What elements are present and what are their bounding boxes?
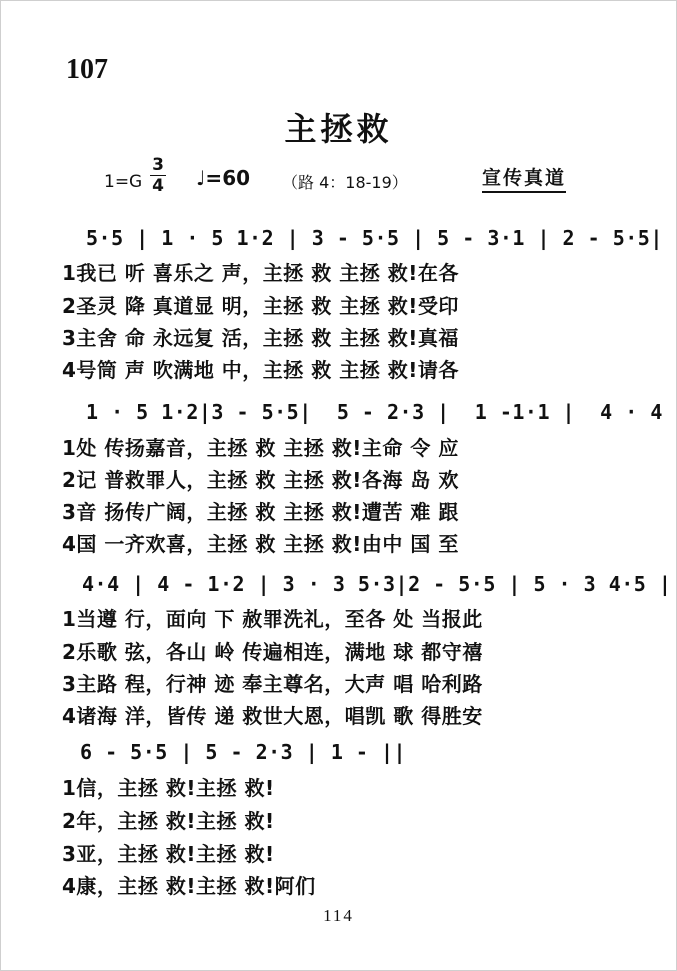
lyric-line-3-4: 4诸海 洋，皆传 递 救世大恩，唱凯 歌 得胜安	[62, 704, 483, 728]
time-signature-top: 3	[152, 155, 164, 175]
scripture-reference: （路 4：18-19）	[282, 173, 408, 192]
lyric-line-2-4: 4国 一齐欢喜，主拯 救 主拯 救!由中 国 至	[62, 532, 459, 556]
page-number: 114	[323, 906, 354, 925]
tempo-marking: ♩=60	[196, 166, 251, 190]
lyric-line-4-2: 2年，主拯 救!主拯 救!	[62, 809, 275, 833]
lyric-line-1-2: 2圣灵 降 真道显 明，主拯 救 主拯 救!受印	[62, 294, 459, 318]
notation-line-4: 6 - 5·5 | 5 - 2·3 | 1 - ||	[80, 740, 407, 764]
lyric-line-3-3: 3主路 程，行神 迹 奉主尊名，大声 唱 哈利路	[62, 672, 483, 696]
lyric-line-1-1: 1我已 听 喜乐之 声，主拯 救 主拯 救!在各	[62, 261, 459, 285]
notation-line-3: 4·4 | 4 - 1·2 | 3 · 3 5·3|2 - 5·5 | 5 · 3 4·5 |	[82, 572, 672, 596]
lyric-line-2-1: 1处 传扬嘉音，主拯 救 主拯 救!主命 令 应	[62, 436, 459, 460]
lyric-line-1-3: 3主舍 命 永远复 活，主拯 救 主拯 救!真福	[62, 326, 459, 350]
lyric-line-4-1: 1信，主拯 救!主拯 救!	[62, 776, 275, 800]
time-signature	[150, 156, 166, 195]
lyric-line-2-2: 2记 普救罪人，主拯 救 主拯 救!各海 岛 欢	[62, 468, 459, 492]
hymn-title: 主拯救	[284, 110, 393, 148]
lyric-line-3-2: 2乐歌 弦，各山 岭 传遍相连，满地 球 都守禧	[62, 640, 483, 664]
lyric-line-2-3: 3音 扬传广阔，主拯 救 主拯 救!遭苦 难 跟	[62, 500, 459, 524]
lyric-line-3-1: 1当遵 行，面向 下 赦罪洗礼，至各 处 当报此	[62, 607, 483, 631]
key-signature: 1=G	[104, 172, 143, 192]
lyric-line-1-4: 4号筒 声 吹满地 中，主拯 救 主拯 救!请各	[62, 358, 459, 382]
time-signature-bottom: 4	[152, 176, 164, 196]
credit-text: 宣传真道	[482, 163, 566, 193]
notation-line-1: 5·5 | 1 · 5 1·2 | 3 - 5·5 | 5 - 3·1 | 2 - 5·5|	[86, 226, 663, 250]
lyric-line-4-4: 4康，主拯 救!主拯 救!阿们	[62, 874, 316, 898]
hymn-number: 107	[66, 54, 108, 85]
notation-line-2: 1 · 5 1·2|3 - 5·5| 5 - 2·3 | 1 -1·1 | 4 · 4	[86, 400, 663, 424]
lyric-line-4-3: 3亚，主拯 救!主拯 救!	[62, 842, 275, 866]
